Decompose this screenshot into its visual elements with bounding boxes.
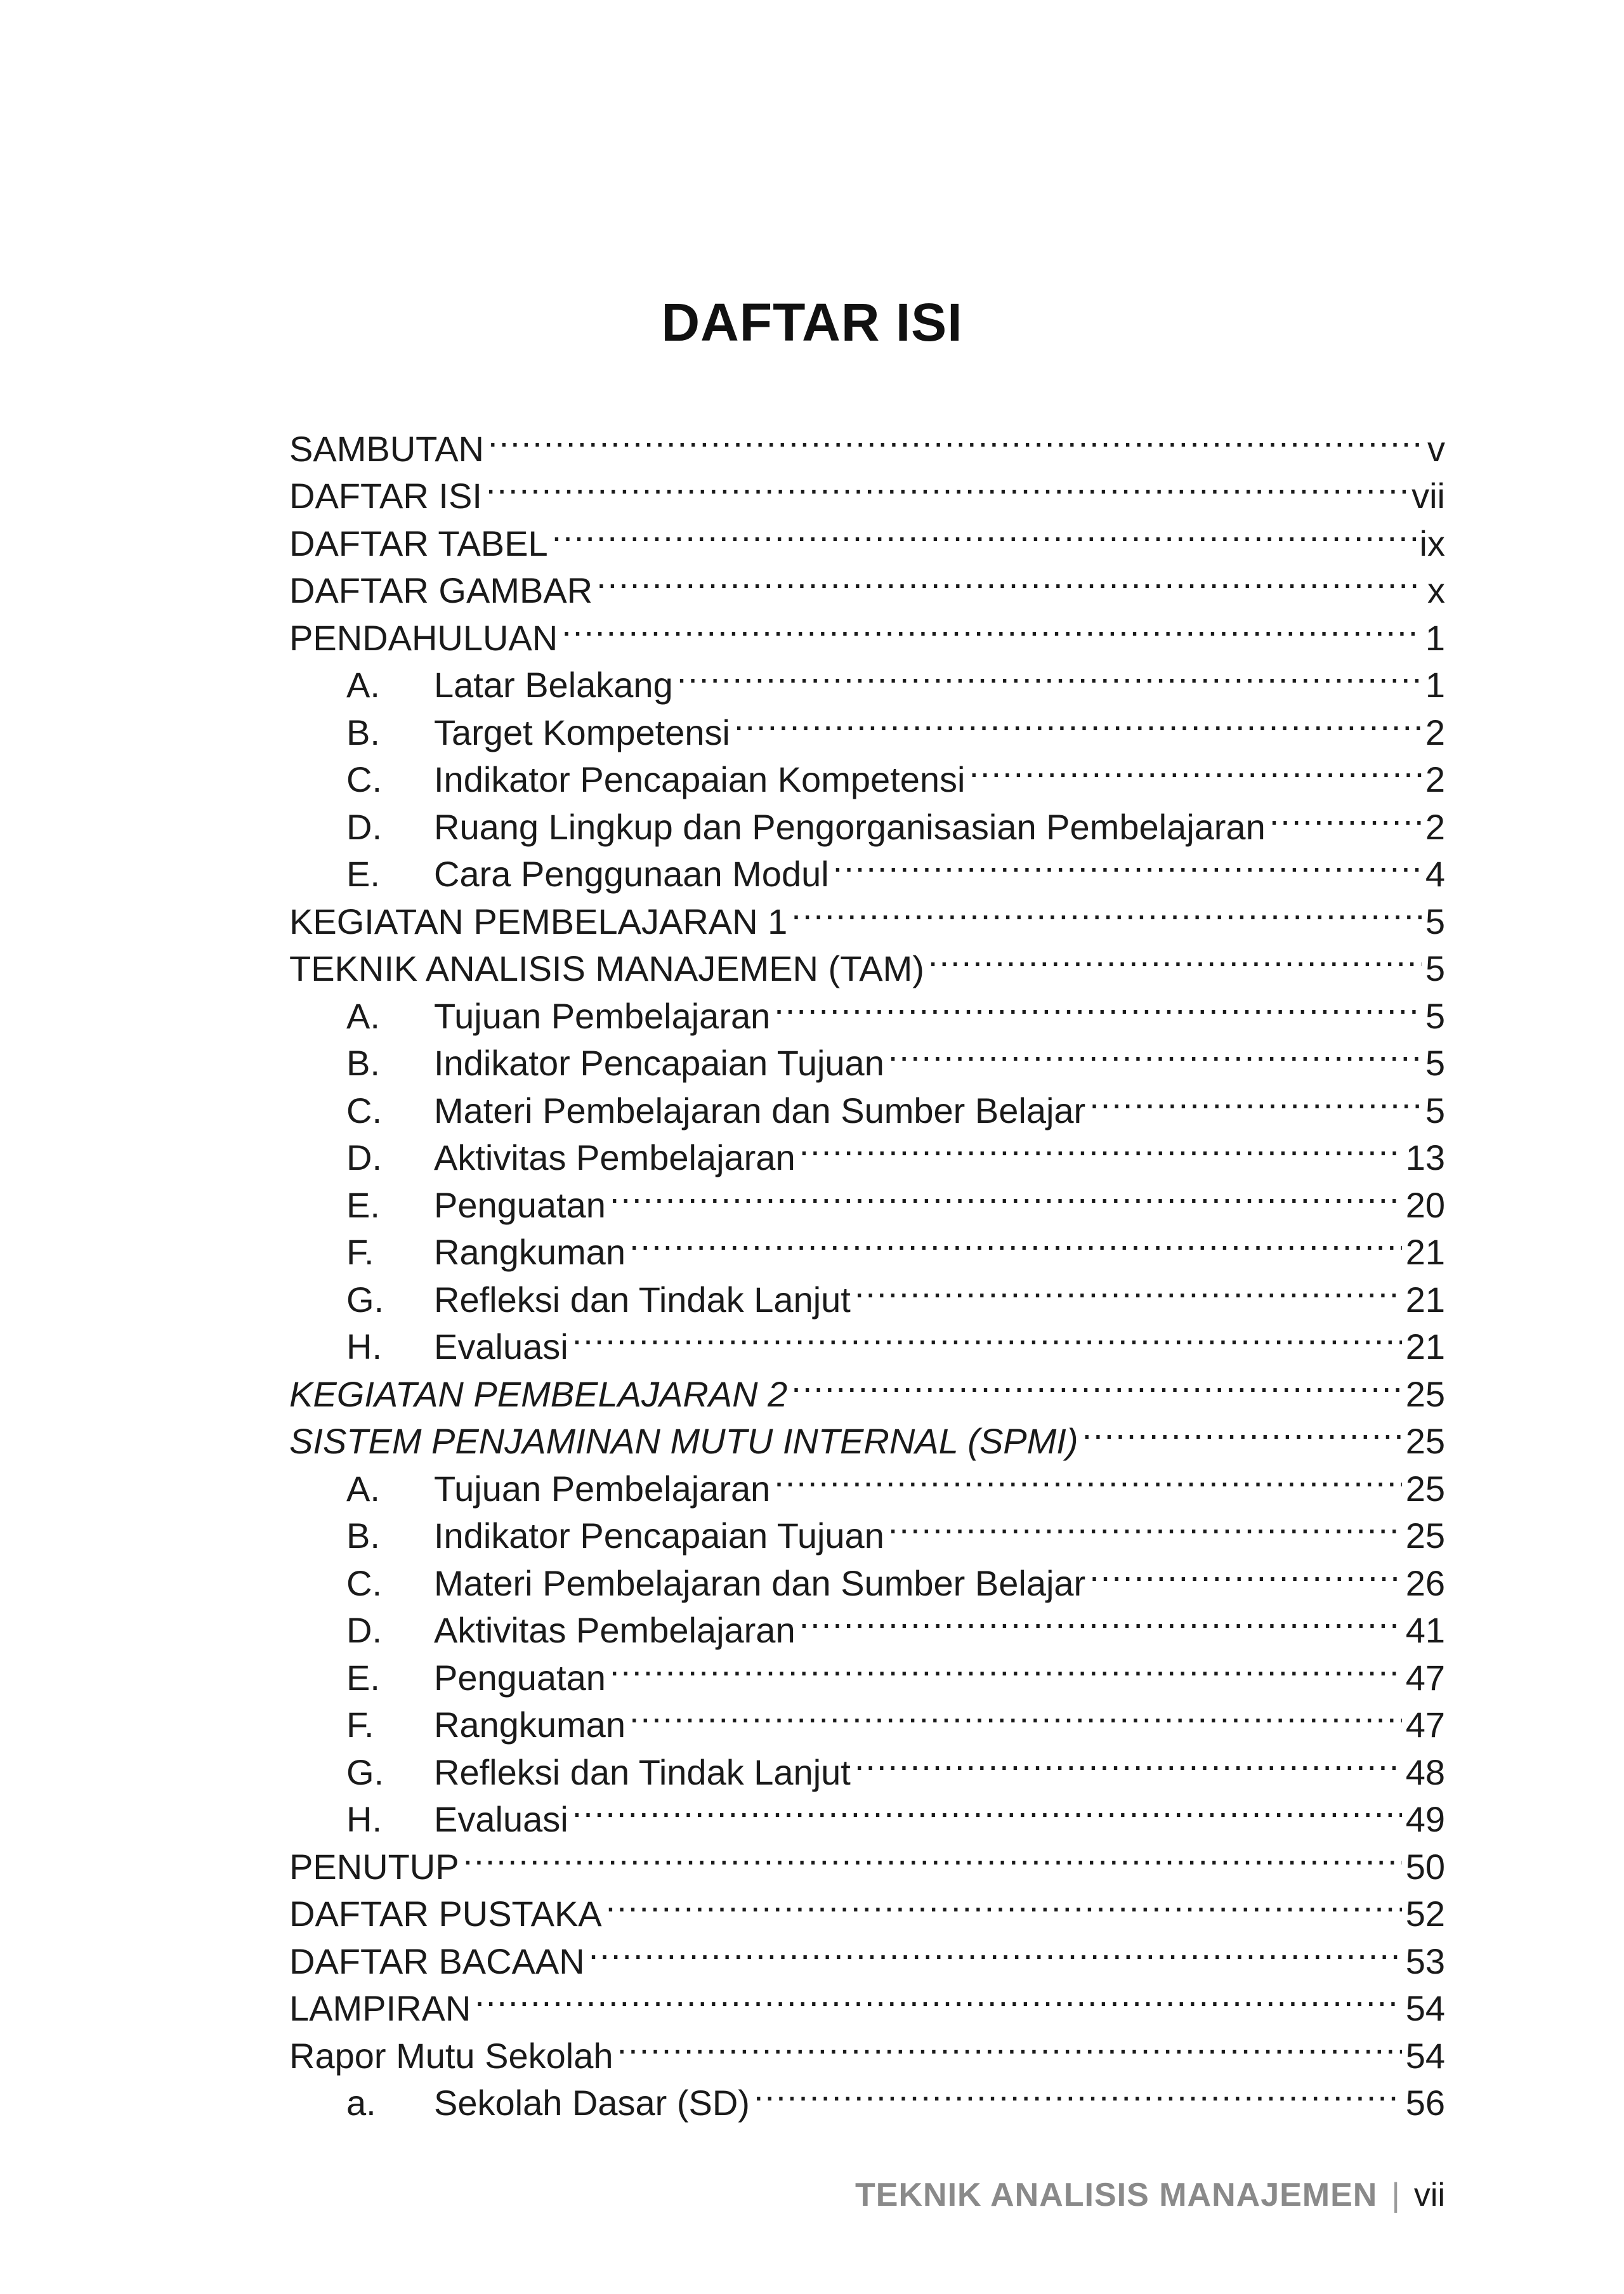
page-footer [855,2176,1445,2214]
toc-entry-title: Latar Belakang [434,665,673,705]
toc-entry-title: Refleksi dan Tindak Lanjut [434,1752,851,1792]
toc-entry-page: 25 [1405,1516,1445,1556]
toc-entry-page: 47 [1405,1657,1445,1698]
toc-dot-leader [928,934,1422,981]
toc-dot-leader [561,603,1422,650]
toc-dot-leader [610,1642,1402,1690]
toc-entry-title: Rangkuman [434,1232,625,1272]
toc-dot-leader [552,508,1416,556]
toc-entry-title: Tujuan Pembelajaran [434,995,771,1036]
toc-entry-letter: G. [346,1279,384,1320]
toc-entry-page: 53 [1405,1941,1445,1981]
toc-entry-title: Penguatan [434,1657,606,1698]
toc-entry-letter: C. [346,1090,382,1131]
toc-entry-page: 25 [1405,1421,1445,1461]
toc-dot-leader [572,1785,1402,1832]
toc-dot-leader [734,697,1422,745]
toc-entry-page: v [1427,428,1445,469]
toc-entry-letter: D. [346,1610,382,1650]
toc-dot-leader [475,1974,1401,2021]
toc-entry-letter: H. [346,1327,382,1367]
toc-entry-title: TEKNIK ANALISIS MANAJEMEN (TAM) [289,948,924,988]
toc-entry-page: 50 [1405,1846,1445,1887]
toc-dot-leader [799,1123,1402,1170]
toc-entry-page: 41 [1405,1610,1445,1650]
toc-dot-leader [617,2021,1402,2068]
toc-entry-letter: D. [346,1137,382,1177]
toc-dot-leader [774,1453,1401,1501]
toc-dot-leader [1269,792,1422,839]
toc-entry[interactable] [289,1832,1445,1887]
toc-dot-leader [888,1501,1402,1549]
toc-entry-title: KEGIATAN PEMBELAJARAN 1 [289,901,788,941]
toc-entry-title: Aktivitas Pembelajaran [434,1610,796,1650]
toc-entry-page: 1 [1425,665,1445,705]
toc-dot-leader [589,1926,1402,1974]
toc-entry-title: DAFTAR TABEL [289,523,548,563]
toc-entry-page: 25 [1405,1373,1445,1414]
toc-entry-title: Sekolah Dasar (SD) [434,2083,750,2123]
toc-entry-title: Indikator Pencapaian Tujuan [434,1043,884,1083]
toc-entry-page: 49 [1405,1799,1445,1839]
toc-dot-leader [629,1217,1402,1265]
toc-entry-page: 13 [1405,1137,1445,1177]
toc-entry-title: Refleksi dan Tindak Lanjut [434,1279,851,1320]
toc-dot-leader [596,556,1424,603]
toc-entry-page: 54 [1405,2035,1445,2076]
toc-entry-page: 21 [1405,1232,1445,1272]
toc-entry-page: 4 [1425,854,1445,894]
toc-entry-title: Penguatan [434,1184,606,1225]
toc-entry-title: Rangkuman [434,1705,625,1745]
toc-dot-leader [606,1879,1402,1927]
toc-entry-title: PENUTUP [289,1846,459,1887]
toc-entry-letter: A. [346,1468,380,1509]
toc-entry-letter: F. [346,1705,374,1745]
toc-dot-leader [855,1264,1402,1312]
toc-entry-letter: B. [346,1516,380,1556]
toc-entry-page: ix [1419,523,1445,563]
page-number: vii [1413,2177,1445,2213]
toc-entry-letter: E. [346,1657,380,1698]
toc-entry-title: SAMBUTAN [289,428,484,469]
toc-entry-page: 48 [1405,1752,1445,1792]
footer-separator: | [1391,2177,1400,2213]
toc-dot-leader [969,745,1421,792]
toc-entry-letter: C. [346,759,382,799]
toc-dot-leader [486,461,1408,509]
table-of-contents [289,414,1445,2123]
toc-entry-page: 5 [1425,901,1445,941]
toc-entry-title: KEGIATAN PEMBELAJARAN 2 [289,1373,788,1414]
toc-entry-letter: H. [346,1799,382,1839]
toc-entry-page: 21 [1405,1327,1445,1367]
toc-entry-title: DAFTAR ISI [289,476,482,516]
toc-entry[interactable] [289,1879,1445,1934]
toc-entry-page: 25 [1405,1468,1445,1509]
toc-entry-title: Tujuan Pembelajaran [434,1468,771,1509]
toc-entry-title: Rapor Mutu Sekolah [289,2035,613,2076]
toc-dot-leader [888,1028,1422,1076]
toc-entry-page: 21 [1405,1279,1445,1320]
toc-entry-title: Cara Penggunaan Modul [434,854,829,894]
toc-entry-letter: E. [346,854,380,894]
toc-dot-leader [833,839,1422,887]
toc-entry-title: Ruang Lingkup dan Pengorganisasian Pembelajaran [434,806,1266,847]
toc-entry-page: 5 [1425,1043,1445,1083]
toc-dot-leader [1082,1406,1402,1454]
toc-entry-letter: E. [346,1184,380,1225]
toc-entry-letter: G. [346,1752,384,1792]
toc-entry-title: LAMPIRAN [289,1988,471,2028]
toc-entry-title: DAFTAR PUSTAKA [289,1894,602,1934]
toc-dot-leader [610,1170,1402,1217]
toc-dot-leader [855,1737,1402,1785]
toc-entry[interactable] [289,414,1445,469]
toc-entry-title: Materi Pembelajaran dan Sumber Belajar [434,1563,1086,1603]
toc-dot-leader [1089,1075,1422,1123]
toc-dot-leader [791,1359,1401,1406]
toc-entry-page: 5 [1425,1090,1445,1131]
toc-entry-page: 20 [1405,1184,1445,1225]
toc-dot-leader [774,981,1422,1028]
toc-dot-leader [799,1596,1402,1643]
toc-dot-leader [572,1312,1402,1360]
toc-dot-leader [791,886,1422,934]
toc-entry-title: SISTEM PENJAMINAN MUTU INTERNAL (SPMI) [289,1421,1078,1461]
toc-entry-page: 26 [1405,1563,1445,1603]
toc-dot-leader [1089,1548,1402,1596]
toc-entry-page: 2 [1425,759,1445,799]
toc-dot-leader [754,2068,1402,2116]
toc-entry-title: DAFTAR GAMBAR [289,570,593,610]
toc-entry-page: 47 [1405,1705,1445,1745]
toc-entry-title: PENDAHULUAN [289,617,558,658]
toc-entry-letter: A. [346,995,380,1036]
toc-entry-page: x [1427,570,1445,610]
page-title: DAFTAR ISI [661,292,963,352]
toc-entry-page: 52 [1405,1894,1445,1934]
toc-dot-leader [677,650,1422,698]
toc-entry-title: Aktivitas Pembelajaran [434,1137,796,1177]
running-title: TEKNIK ANALISIS MANAJEMEN [855,2177,1378,2213]
toc-entry-page: 1 [1425,617,1445,658]
toc-dot-leader [629,1690,1402,1738]
toc-entry-title: Indikator Pencapaian Tujuan [434,1516,884,1556]
toc-entry-letter: F. [346,1232,374,1272]
toc-entry-page: 2 [1425,806,1445,847]
toc-entry-title: Indikator Pencapaian Kompetensi [434,759,966,799]
toc-entry-letter: B. [346,712,380,752]
toc-dot-leader [463,1832,1402,1879]
toc-entry-page: 5 [1425,948,1445,988]
toc-entry-letter: A. [346,665,380,705]
toc-entry-page: 2 [1425,712,1445,752]
toc-entry-page: vii [1411,476,1445,516]
toc-dot-leader [488,414,1424,461]
toc-entry-page: 54 [1405,1988,1445,2028]
toc-entry-title: Materi Pembelajaran dan Sumber Belajar [434,1090,1086,1131]
toc-entry-title: Evaluasi [434,1799,568,1839]
toc-entry-title: Evaluasi [434,1327,568,1367]
toc-entry-page: 5 [1425,995,1445,1036]
toc-entry-title: Target Kompetensi [434,712,730,752]
toc-entry-letter: B. [346,1043,380,1083]
toc-entry-title: DAFTAR BACAAN [289,1941,585,1981]
toc-entry-page: 56 [1405,2083,1445,2123]
toc-entry-letter: C. [346,1563,382,1603]
toc-entry-letter: D. [346,806,382,847]
toc-entry-letter: a. [346,2083,376,2123]
